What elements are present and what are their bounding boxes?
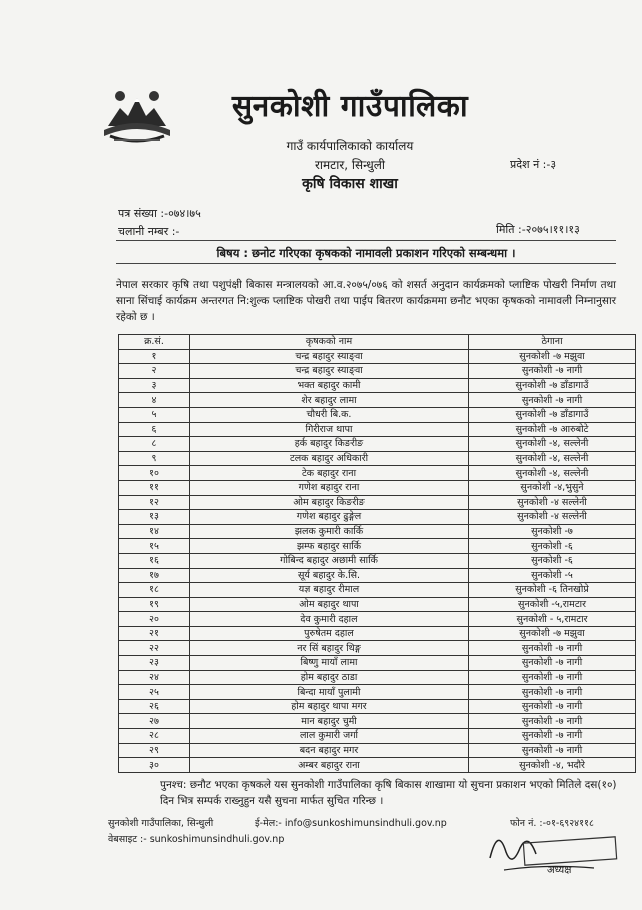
- table-row: [119, 729, 636, 744]
- letter-date: मिति :-२०७५।११।१३: [496, 223, 580, 236]
- contact-phone: फोन नं. :-०१-६९२४११८: [510, 818, 594, 829]
- table-row: [119, 422, 636, 437]
- row-address: सुनकोशी -७ मझुवा: [469, 349, 636, 364]
- row-serial: ४: [119, 393, 190, 408]
- row-serial: १९: [119, 597, 190, 612]
- table-row: [119, 349, 636, 364]
- row-address: सुनकोशी -६: [469, 553, 636, 568]
- row-farmer-name: गणेश बहादुर ढुङ्गेल: [190, 510, 469, 525]
- dispatch-number: चलानी नम्बर :-: [118, 225, 180, 238]
- row-serial: ६: [119, 422, 190, 437]
- table-row: [119, 568, 636, 583]
- footnote-paragraph: पुनश्च: छनौट भएका कृषकले यस सुनकोशी गाउँपालिका कृषि बिकास शाखामा यो सुचना प्रकाशन भएको मितिले दस(१०) दिन भित्र सम्पर्क राख्नुहुन यसै सुचना मार्फत सुचित गरिन्छ ।: [160, 779, 617, 807]
- row-serial: २८: [119, 729, 190, 744]
- signature-stamp: [484, 818, 624, 888]
- row-farmer-name: बदन बहादुर मगर: [190, 743, 469, 758]
- row-address: सुनकोशी -६ तिनखोप्रे: [469, 583, 636, 598]
- row-address: सुनकोशी -७ डाँडागाउँ: [469, 378, 636, 393]
- row-farmer-name: चौधरी बि.क.: [190, 407, 469, 422]
- row-serial: २१: [119, 626, 190, 641]
- row-address: सुनकोशी -४,भुसुने: [469, 480, 636, 495]
- row-address: सुनकोशी -७ नागी: [469, 670, 636, 685]
- row-address: सुनकोशी -४ सल्लेनी: [469, 510, 636, 525]
- divider-top: [116, 240, 616, 241]
- office-address: रामटार, सिन्धुली: [314, 158, 386, 172]
- row-farmer-name: ओम बहादुर थापा: [190, 597, 469, 612]
- row-serial: १६: [119, 553, 190, 568]
- table-row: [119, 685, 636, 700]
- table-row: [119, 393, 636, 408]
- row-serial: २२: [119, 641, 190, 656]
- row-farmer-name: मान बहादुर चुमी: [190, 714, 469, 729]
- row-serial: २: [119, 364, 190, 379]
- row-farmer-name: टेक बहादुर राना: [190, 466, 469, 481]
- table-row: [119, 495, 636, 510]
- row-serial: १: [119, 349, 190, 364]
- row-serial: १७: [119, 568, 190, 583]
- row-address: सुनकोशी -७ नागी: [469, 656, 636, 671]
- row-address: सुनकोशी -४, सल्लेनी: [469, 466, 636, 481]
- table-row: [119, 714, 636, 729]
- row-address: सुनकोशी -७ नागी: [469, 393, 636, 408]
- row-address: सुनकोशी -६: [469, 539, 636, 554]
- row-serial: २६: [119, 699, 190, 714]
- subject-line: बिषय : छनोट गरिएका कृषकको नामावली प्रकाशन गरिएको सम्बन्धमा ।: [216, 246, 516, 260]
- row-address: सुनकोशी -७ डाँडागाउँ: [469, 407, 636, 422]
- row-address: सुनकोशी -७ नागी: [469, 685, 636, 700]
- row-serial: ३०: [119, 758, 190, 773]
- row-serial: २९: [119, 743, 190, 758]
- table-row: [119, 612, 636, 627]
- row-farmer-name: देव कुमारी दहाल: [190, 612, 469, 627]
- signatory-title: अध्यक्ष: [547, 865, 572, 876]
- row-serial: २०: [119, 612, 190, 627]
- row-farmer-name: होम बहादुर ठाडा: [190, 670, 469, 685]
- row-serial: १८: [119, 583, 190, 598]
- row-farmer-name: यज्ञ बहादुर रीमाल: [190, 583, 469, 598]
- row-address: सुनकोशी -४ सल्लेनी: [469, 495, 636, 510]
- table-row: [119, 466, 636, 481]
- table-row: [119, 641, 636, 656]
- row-farmer-name: सूर्य बहादुर के.सि.: [190, 568, 469, 583]
- table-row: [119, 364, 636, 379]
- row-address: सुनकोशी -७ मझुवा: [469, 626, 636, 641]
- row-farmer-name: शेर बहादुर लामा: [190, 393, 469, 408]
- nepal-emblem-icon: [100, 86, 174, 148]
- row-farmer-name: होम बहादुर थापा मगर: [190, 699, 469, 714]
- table-row: [119, 539, 636, 554]
- table-header-row: [119, 335, 636, 350]
- row-farmer-name: पुरुषेतम दहाल: [190, 626, 469, 641]
- table-row: [119, 656, 636, 671]
- reference-number: पत्र संख्या :-०७४।७५: [118, 207, 201, 220]
- row-address: सुनकोशी -४, भदौरे: [469, 758, 636, 773]
- row-serial: १०: [119, 466, 190, 481]
- row-serial: २३: [119, 656, 190, 671]
- row-serial: ५: [119, 407, 190, 422]
- row-serial: ३: [119, 378, 190, 393]
- table-row: [119, 758, 636, 773]
- row-address: सुनकोशी -७ नागी: [469, 699, 636, 714]
- contact-email: ई-मेल:- info@sunkoshimunsindhuli.gov.np: [255, 818, 447, 829]
- table-row: [119, 743, 636, 758]
- table-row: [119, 524, 636, 539]
- intro-paragraph: नेपाल सरकार कृषि तथा पशुपंक्षी बिकास मन्त्रालयको आ.व.२०७५/०७६ को शसर्त अनुदान कार्यक्रमको प्लाष्टिक पोखरी निर्माण तथा साना सिंचाई कार्यक्रम अन्तरगत नि:शुल्क प्लाष्टिक पोखरी तथा पाईप बितरण कार्यक्रममा छनौट भएका कृषकको नामावली निम्नानुसार रहेको छ ।: [116, 279, 616, 323]
- table-row: [119, 407, 636, 422]
- row-farmer-name: झम्फ बहादुर सार्कि: [190, 539, 469, 554]
- office-subtitle: गाउँ कार्यपालिकाको कार्यालय: [286, 139, 414, 153]
- table-row: [119, 378, 636, 393]
- table-row: [119, 597, 636, 612]
- row-farmer-name: झलक कुमारी कार्कि: [190, 524, 469, 539]
- row-farmer-name: चन्द्र बहादुर स्याङ्वा: [190, 364, 469, 379]
- row-farmer-name: नर सिं बहादुर थिङ्ग: [190, 641, 469, 656]
- table-row: [119, 626, 636, 641]
- row-address: सुनकोशी -५: [469, 568, 636, 583]
- table-row: [119, 451, 636, 466]
- row-address: सुनकोशी -७ नागी: [469, 364, 636, 379]
- farmer-table: [118, 334, 636, 773]
- row-address: सुनकोशी -७ नागी: [469, 729, 636, 744]
- row-farmer-name: गोबिन्द बहादुर अछामी सार्कि: [190, 553, 469, 568]
- row-farmer-name: हर्क बहादुर किङरीङ: [190, 437, 469, 452]
- row-serial: १४: [119, 524, 190, 539]
- row-farmer-name: ओम बहादुर किङरीङ: [190, 495, 469, 510]
- office-name: सुनकोशी गाउँपालिका: [231, 89, 469, 124]
- row-address: सुनकोशी -४, सल्लेनी: [469, 451, 636, 466]
- row-farmer-name: अम्बर बहादुर राना: [190, 758, 469, 773]
- contact-office: सुनकोशी गाउँपालिका, सिन्धुली: [108, 818, 214, 829]
- row-serial: २७: [119, 714, 190, 729]
- row-address: सुनकोशी - ५,रामटार: [469, 612, 636, 627]
- row-serial: २४: [119, 670, 190, 685]
- row-address: सुनकोशी -७ आरुबोटे: [469, 422, 636, 437]
- row-farmer-name: बिन्दा मायाँ पुलामी: [190, 685, 469, 700]
- table-row: [119, 583, 636, 598]
- row-farmer-name: लाल कुमारी जर्गा: [190, 729, 469, 744]
- row-serial: ९: [119, 451, 190, 466]
- row-address: सुनकोशी -५,रामटार: [469, 597, 636, 612]
- row-address: सुनकोशी -४, सल्लेनी: [469, 437, 636, 452]
- row-farmer-name: टलक बहादुर अधिकारी: [190, 451, 469, 466]
- table-row: [119, 553, 636, 568]
- row-serial: ११: [119, 480, 190, 495]
- header-address: ठेगाना: [469, 335, 636, 350]
- province-label: प्रदेश नं :-३: [510, 158, 557, 171]
- row-address: सुनकोशी -७ नागी: [469, 714, 636, 729]
- divider-bottom: [116, 263, 616, 264]
- row-serial: १२: [119, 495, 190, 510]
- row-farmer-name: बिष्णु मायाँ लामा: [190, 656, 469, 671]
- row-serial: ८: [119, 437, 190, 452]
- table-row: [119, 670, 636, 685]
- table-row: [119, 699, 636, 714]
- row-serial: २५: [119, 685, 190, 700]
- table-row: [119, 480, 636, 495]
- office-section: कृषि विकास शाखा: [302, 176, 398, 192]
- row-address: सुनकोशी -७: [469, 524, 636, 539]
- table-row: [119, 437, 636, 452]
- header-serial: क्र.सं.: [119, 335, 190, 350]
- table-row: [119, 510, 636, 525]
- row-farmer-name: भक्त बहादुर कामी: [190, 378, 469, 393]
- row-address: सुनकोशी -७ नागी: [469, 641, 636, 656]
- row-address: सुनकोशी -७ नागी: [469, 743, 636, 758]
- row-serial: १३: [119, 510, 190, 525]
- row-farmer-name: गिरीराज थापा: [190, 422, 469, 437]
- row-farmer-name: गणेश बहादुर राना: [190, 480, 469, 495]
- row-serial: १५: [119, 539, 190, 554]
- contact-website: वेबसाइट :- sunkoshimunsindhuli.gov.np: [108, 834, 285, 845]
- header-name: कृषकको नाम: [190, 335, 469, 350]
- row-farmer-name: चन्द्र बहादुर स्याङ्वा: [190, 349, 469, 364]
